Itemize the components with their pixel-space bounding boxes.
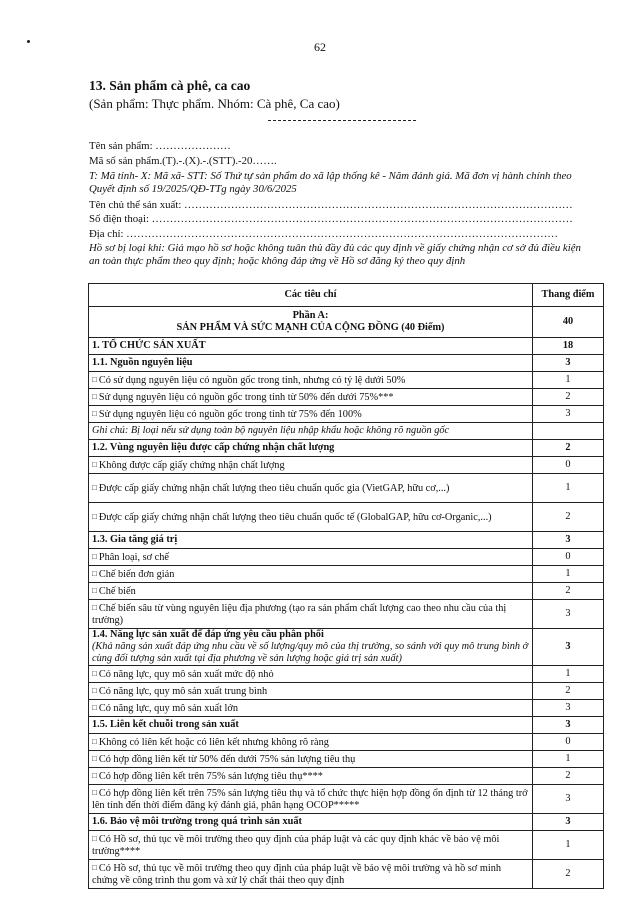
option-label: Có năng lực, quy mô sản xuất trung bình	[98, 685, 268, 697]
table-row	[89, 683, 604, 700]
score-cell: 3	[533, 629, 604, 666]
score-cell	[533, 423, 604, 440]
checkbox-icon: □	[92, 391, 97, 401]
option-label: Có hợp đồng liên kết từ 50% đến dưới 75% sản lượng tiêu thụ	[98, 753, 356, 765]
disqualification-note: Hồ sơ bị loại khi: Giả mạo hồ sơ hoặc không tuân thủ đầy đủ các quy định về giấy chứng nhận cơ sở đủ điều kiện an toàn thực phẩm theo quy định; hoặc không đáp ứng về Hồ sơ đăng ký theo quy định	[89, 242, 581, 267]
checkbox-icon: □	[92, 585, 97, 595]
part-title: SẢN PHẨM VÀ SỨC MẠNH CỦA CỘNG ĐỒNG (40 Điểm)	[176, 322, 445, 333]
criteria-cell	[89, 389, 533, 406]
product-code-note: T: Mã tỉnh- X: Mã xã- STT: Số Thứ tự sản phẩm do xã lập thống kê - Năm đánh giá. Mã đơn vị hành chính theo Quyết định số 19/2025/QĐ-TTg ngày 30/6/2025	[89, 170, 572, 195]
phone-field: Số điện thoại: ………………………………………………………………………………………………………	[89, 213, 573, 225]
score-cell: 18	[533, 338, 604, 355]
criteria-cell	[89, 406, 533, 423]
score-cell: 3	[533, 406, 604, 423]
score-cell: 3	[533, 355, 604, 372]
criteria-cell	[89, 549, 533, 566]
criteria-cell: 1.6. Bảo vệ môi trường trong quá trình sản xuất	[89, 814, 533, 831]
criteria-cell	[89, 474, 533, 503]
page-number: 62	[314, 40, 326, 54]
criteria-cell: 1.2. Vùng nguyên liệu được cấp chứng nhận chất lượng	[89, 440, 533, 457]
owner-field: Tên chủ thể sản xuất: ………………………………………………………………………………………………	[89, 199, 573, 211]
option-label: Chế biến đơn giản	[98, 568, 175, 580]
score-cell: 3	[533, 785, 604, 814]
checkbox-icon: □	[92, 736, 97, 746]
section-subtitle: (Sản phẩm: Thực phẩm. Nhóm: Cà phê, Ca cao)	[89, 96, 340, 111]
checkbox-icon: □	[92, 374, 97, 384]
checkbox-icon: □	[92, 511, 97, 521]
score-cell: 2	[533, 768, 604, 785]
score-cell: 2	[533, 503, 604, 532]
table-row	[89, 666, 604, 683]
criteria-cell	[89, 785, 533, 814]
criteria-cell	[89, 700, 533, 717]
checkbox-icon: □	[92, 482, 97, 492]
table-row	[89, 814, 604, 831]
score-cell: 1	[533, 751, 604, 768]
product-code-field: Mã số sản phẩm.(T).-.(X).-.(STT).-20…….	[89, 155, 277, 167]
score-column-header: Thang điểm	[533, 284, 604, 307]
option-label: Có năng lực, quy mô sản xuất lớn	[98, 702, 238, 714]
table-row	[89, 355, 604, 372]
score-cell: 2	[533, 583, 604, 600]
table-row	[89, 389, 604, 406]
criteria-table	[88, 283, 604, 889]
score-cell: 40	[533, 307, 604, 338]
criteria-cell	[89, 600, 533, 629]
criteria-cell	[89, 683, 533, 700]
checkbox-icon: □	[92, 685, 97, 695]
table-header-row	[89, 284, 604, 307]
option-label: Không có liên kết hoặc có liên kết nhưng không rõ ràng	[98, 736, 329, 748]
checkbox-icon: □	[92, 602, 97, 612]
score-cell: 3	[533, 700, 604, 717]
criteria-cell	[89, 666, 533, 683]
score-cell: 2	[533, 440, 604, 457]
checkbox-icon: □	[92, 668, 97, 678]
option-label: Chế biến sâu từ vùng nguyên liệu địa phương (tạo ra sản phẩm chất lượng cao theo nhu cầu của thị trường)	[92, 602, 507, 626]
checkbox-icon: □	[92, 753, 97, 763]
criterion-title: 1.4. Năng lực sản xuất để đáp ứng yêu cầu phân phối	[92, 629, 324, 640]
criterion-note: (Khả năng sản xuất đáp ứng nhu cầu về số lượng/quy mô của thị trường, so sánh với quy mô trung bình ở cùng đối tượng sản xuất tại địa phương về sản lượng hoặc giá trị sản xuất)	[92, 641, 529, 664]
option-label: Có sử dụng nguyên liệu có nguồn gốc trong tỉnh, nhưng có tỷ lệ dưới 50%	[98, 374, 406, 386]
checkbox-icon: □	[92, 770, 97, 780]
table-row	[89, 307, 604, 338]
criteria-cell	[89, 831, 533, 860]
option-label: Có năng lực, quy mô sản xuất mức độ nhỏ	[98, 668, 274, 680]
criteria-cell: 1.5. Liên kết chuỗi trong sản xuất	[89, 717, 533, 734]
checkbox-icon: □	[92, 551, 97, 561]
checkbox-icon: □	[92, 459, 97, 469]
option-label: Có hợp đồng liên kết trên 75% sản lượng tiêu thụ****	[98, 770, 323, 782]
option-label: Sử dụng nguyên liệu có nguồn gốc trong tỉnh từ 75% đến 100%	[98, 408, 362, 420]
table-row	[89, 440, 604, 457]
option-label: Được cấp giấy chứng nhận chất lượng theo tiêu chuẩn quốc tế (GlobalGAP, hữu cơ-Organic,...)	[98, 511, 492, 523]
table-row	[89, 549, 604, 566]
option-label: Được cấp giấy chứng nhận chất lượng theo tiêu chuẩn quốc gia (VietGAP, hữu cơ,...)	[98, 482, 450, 494]
checkbox-icon: □	[92, 833, 97, 843]
score-cell: 3	[533, 600, 604, 629]
criteria-cell	[89, 457, 533, 474]
criteria-cell	[89, 751, 533, 768]
score-cell: 2	[533, 389, 604, 406]
table-row	[89, 629, 604, 666]
score-cell: 3	[533, 814, 604, 831]
score-cell: 3	[533, 532, 604, 549]
criteria-cell	[89, 860, 533, 889]
criteria-cell	[89, 734, 533, 751]
score-cell: 1	[533, 666, 604, 683]
table-row	[89, 860, 604, 889]
table-row	[89, 532, 604, 549]
option-label: Có hợp đồng liên kết trên 75% sản lượng tiêu thụ và tổ chức thực hiện hợp đồng ổn định từ 12 tháng trở lên tính đến thời điểm đăng ký đánh giá, phân hạng OCOP*****	[92, 787, 528, 811]
option-label: Có Hồ sơ, thủ tục về môi trường theo quy định của pháp luật về bảo vệ môi trường và hồ sơ minh chứng về công trình thu gom và xử lý chất thải theo quy định	[92, 862, 501, 886]
table-row	[89, 372, 604, 389]
criteria-cell	[89, 503, 533, 532]
table-row	[89, 406, 604, 423]
table-row	[89, 785, 604, 814]
table-row	[89, 338, 604, 355]
table-row	[89, 474, 604, 503]
section-divider	[268, 120, 416, 121]
checkbox-icon: □	[92, 787, 97, 797]
part-label: Phần A:	[292, 310, 329, 321]
score-cell: 1	[533, 372, 604, 389]
score-cell: 0	[533, 549, 604, 566]
product-name-field: Tên sản phẩm: …………………	[89, 140, 231, 152]
criteria-cell: Ghi chú: Bị loại nếu sử dụng toàn bộ nguyên liệu nhập khẩu hoặc không rõ nguồn gốc	[89, 423, 533, 440]
criteria-cell	[89, 629, 533, 666]
option-label: Có Hồ sơ, thủ tục về môi trường theo quy định của pháp luật và các quy định khác về bảo vệ môi trường****	[92, 833, 500, 857]
address-field: Địa chỉ: …………………………………………………………………………………………………………	[89, 228, 559, 240]
table-row	[89, 751, 604, 768]
criteria-cell: 1.3. Gia tăng giá trị	[89, 532, 533, 549]
score-cell: 0	[533, 734, 604, 751]
option-label: Phân loại, sơ chế	[98, 551, 169, 563]
criteria-cell: 1. TỔ CHỨC SẢN XUẤT	[89, 338, 533, 355]
table-row	[89, 423, 604, 440]
table-row	[89, 734, 604, 751]
score-cell: 1	[533, 474, 604, 503]
score-cell: 1	[533, 831, 604, 860]
table-row	[89, 457, 604, 474]
table-row	[89, 831, 604, 860]
option-label: Chế biến	[98, 585, 136, 597]
table-row	[89, 583, 604, 600]
score-cell: 3	[533, 717, 604, 734]
criteria-column-header: Các tiêu chí	[89, 284, 533, 307]
criteria-cell	[89, 566, 533, 583]
table-row	[89, 717, 604, 734]
checkbox-icon: □	[92, 862, 97, 872]
option-label: Sử dụng nguyên liệu có nguồn gốc trong tỉnh từ 50% đến dưới 75%***	[98, 391, 394, 403]
section-title: 13. Sản phẩm cà phê, ca cao	[89, 78, 251, 93]
criteria-cell	[89, 583, 533, 600]
criteria-cell	[89, 768, 533, 785]
checkbox-icon: □	[92, 702, 97, 712]
table-row	[89, 503, 604, 532]
criteria-cell: 1.1. Nguồn nguyên liệu	[89, 355, 533, 372]
checkbox-icon: □	[92, 408, 97, 418]
checkbox-icon: □	[92, 568, 97, 578]
option-label: Không được cấp giấy chứng nhận chất lượng	[98, 459, 285, 471]
table-row	[89, 566, 604, 583]
criteria-cell	[89, 307, 533, 338]
score-cell: 2	[533, 683, 604, 700]
table-row	[89, 768, 604, 785]
table-row	[89, 700, 604, 717]
score-cell: 0	[533, 457, 604, 474]
table-row	[89, 600, 604, 629]
criteria-cell	[89, 372, 533, 389]
score-cell: 1	[533, 566, 604, 583]
score-cell: 2	[533, 860, 604, 889]
